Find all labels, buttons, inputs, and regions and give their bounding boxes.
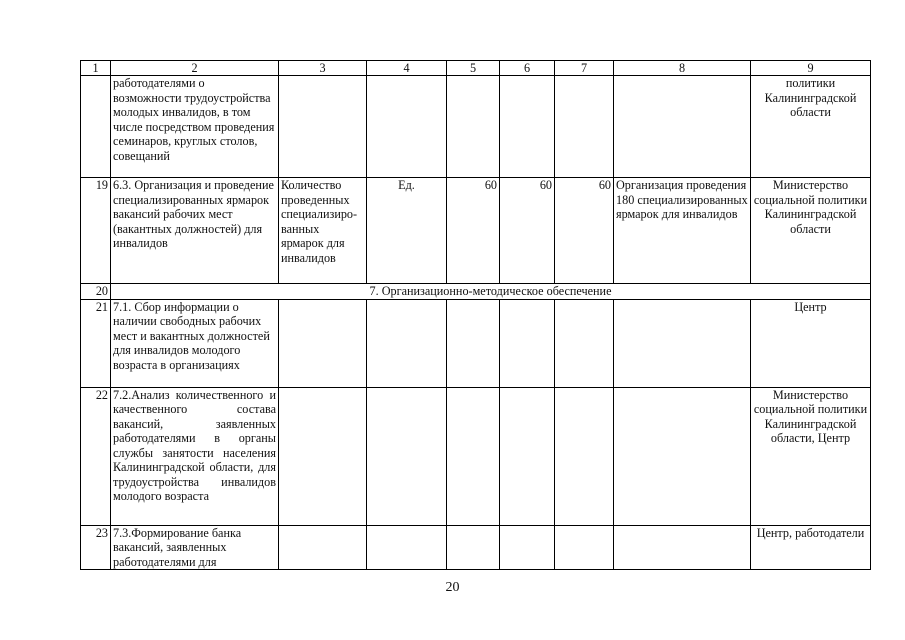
value-cell [555, 525, 614, 570]
unit-cell [367, 525, 447, 570]
executor-cell: политики Калининградской области [751, 76, 871, 178]
header-cell: 2 [111, 61, 279, 76]
executor-cell: Центр, работодатели [751, 525, 871, 570]
unit-cell [367, 76, 447, 178]
plan-table [80, 60, 871, 570]
result-cell: Организация проведения 180 специализированных ярмарок для инвалидов [614, 178, 751, 284]
value-cell: 60 [447, 178, 500, 284]
value-cell [500, 387, 555, 525]
section-row [81, 284, 871, 300]
executor-cell: Центр [751, 299, 871, 387]
value-cell [555, 76, 614, 178]
table-row [81, 525, 871, 570]
header-cell: 4 [367, 61, 447, 76]
unit-cell [367, 387, 447, 525]
executor-cell: Министерство социальной политики Калининградской области [751, 178, 871, 284]
indicator-cell: Количество проведенных специализиро-ванных ярмарок для инвалидов [279, 178, 367, 284]
measure-cell: работодателями о возможности трудоустройства молодых инвалидов, в том числе посредством проведения семинаров, круглых столов, совещаний [111, 76, 279, 178]
page-number: 20 [445, 580, 460, 595]
measure-cell: 7.2.Анализ количественного и качественного состава вакансий, заявленных работодателями в органы службы занятости населения Калининградской области, для трудоустройства инвалидов молодого возраста [111, 387, 279, 525]
value-cell [555, 387, 614, 525]
value-cell [447, 76, 500, 178]
header-cell: 5 [447, 61, 500, 76]
value-cell [447, 525, 500, 570]
measure-cell: 7.1. Сбор информации о наличии свободных рабочих мест и вакантных должностей для инвалидов молодого возраста в организациях [111, 299, 279, 387]
result-cell [614, 525, 751, 570]
result-cell [614, 76, 751, 178]
indicator-cell [279, 525, 367, 570]
row-number: 19 [81, 178, 111, 284]
value-cell [555, 299, 614, 387]
table-row [81, 299, 871, 387]
header-cell: 7 [555, 61, 614, 76]
measure-cell: 7.3.Формирование банка вакансий, заявленных работодателями для [111, 525, 279, 570]
indicator-cell [279, 387, 367, 525]
row-number: 22 [81, 387, 111, 525]
value-cell [500, 525, 555, 570]
indicator-cell [279, 299, 367, 387]
row-number: 20 [81, 284, 111, 300]
header-cell: 6 [500, 61, 555, 76]
row-number [81, 76, 111, 178]
value-cell [447, 387, 500, 525]
header-cell: 9 [751, 61, 871, 76]
header-cell: 3 [279, 61, 367, 76]
row-number: 21 [81, 299, 111, 387]
value-cell: 60 [555, 178, 614, 284]
value-cell [447, 299, 500, 387]
row-number: 23 [81, 525, 111, 570]
header-cell: 1 [81, 61, 111, 76]
unit-cell: Ед. [367, 178, 447, 284]
table-row [81, 76, 871, 178]
unit-cell [367, 299, 447, 387]
measure-cell: 6.3. Организация и проведение специализированных ярмарок вакансий рабочих мест (вакантных должностей) для инвалидов [111, 178, 279, 284]
value-cell [500, 76, 555, 178]
section-title: 7. Организационно-методическое обеспечение [111, 284, 871, 300]
header-row [81, 61, 871, 76]
header-cell: 8 [614, 61, 751, 76]
executor-cell: Министерство социальной политики Калининградской области, Центр [751, 387, 871, 525]
result-cell [614, 299, 751, 387]
value-cell [500, 299, 555, 387]
table-row [81, 178, 871, 284]
result-cell [614, 387, 751, 525]
value-cell: 60 [500, 178, 555, 284]
indicator-cell [279, 76, 367, 178]
table-row [81, 387, 871, 525]
